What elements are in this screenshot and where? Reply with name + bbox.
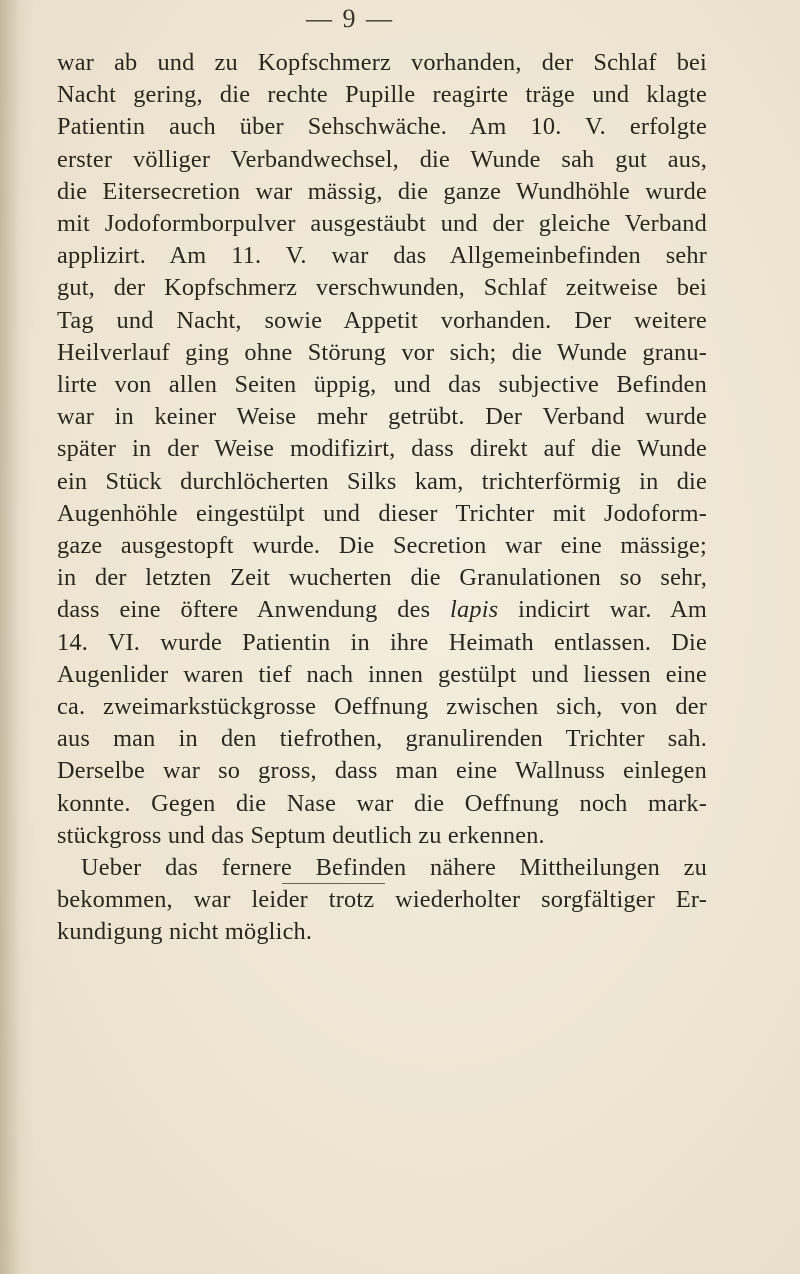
text-line: Nacht gering, die rechte Pupille reagirte träge und klagte — [57, 81, 707, 109]
text-line: aus man in den tiefrothen, granulirenden Trichter sah. — [57, 725, 707, 753]
text-line: war in keiner Weise mehr getrübt. Der Verband wurde — [57, 403, 707, 431]
text-line: applizirt. Am 11. V. war das Allgemeinbefinden sehr — [57, 242, 707, 270]
text-line: die Eitersecretion war mässig, die ganze Wundhöhle wurde — [57, 177, 707, 205]
text-line: in der letzten Zeit wucherten die Granulationen so sehr, — [57, 564, 707, 592]
text-line: Heilverlauf ging ohne Störung vor sich; die Wunde granu- — [57, 338, 707, 366]
lapis-italic-word: lapis — [450, 596, 499, 624]
binding-gutter-shadow — [0, 0, 34, 1274]
text-line: Augenhöhle eingestülpt und dieser Trichter mit Jodoform- — [57, 499, 707, 527]
text-line: lirte von allen Seiten üppig, und das subjective Befinden — [57, 371, 707, 399]
text-line: Ueber das fernere Befinden nähere Mittheilungen zu — [81, 854, 707, 882]
text-line: gut, der Kopfschmerz verschwunden, Schlaf zeitweise bei — [57, 274, 707, 302]
text-line: gaze ausgestopft wurde. Die Secretion war eine mässige; — [57, 532, 707, 560]
text-line-lapis — [57, 594, 707, 626]
text-line: Tag und Nacht, sowie Appetit vorhanden. Der weitere — [57, 306, 707, 334]
text-line: später in der Weise modifizirt, dass direkt auf die Wunde — [57, 435, 707, 463]
text-line: kundigung nicht möglich. — [57, 918, 313, 946]
page-number: — 9 — — [306, 4, 394, 33]
text-line: ein Stück durchlöcherten Silks kam, trichterförmig in die — [57, 467, 707, 495]
text-line: stückgross und das Septum deutlich zu erkennen. — [57, 821, 545, 849]
text-line: erster völliger Verbandwechsel, die Wunde sah gut aus, — [57, 145, 707, 173]
text-line: bekommen, war leider trotz wiederholter sorgfältiger Er- — [57, 886, 707, 914]
lapis-line-before: dass eine öftere Anwendung des — [57, 596, 451, 624]
text-line: war ab und zu Kopfschmerz vorhanden, der Schlaf bei — [57, 49, 707, 76]
text-line: Derselbe war so gross, dass man eine Wallnuss einlegen — [57, 757, 707, 785]
text-line: ca. zweimarkstückgrosse Oeffnung zwischen sich, von der — [57, 693, 707, 721]
text-line: Patientin auch über Sehschwäche. Am 10. V. erfolgte — [57, 113, 707, 141]
text-line: 14. VI. wurde Patientin in ihre Heimath entlassen. Die — [57, 628, 707, 656]
section-end-rule — [282, 883, 385, 884]
text-line: mit Jodoformborpulver ausgestäubt und der gleiche Verband — [57, 210, 707, 238]
lapis-line-after: indicirt war. Am — [498, 596, 707, 624]
text-line: konnte. Gegen die Nase war die Oeffnung noch mark- — [57, 789, 707, 817]
body-text — [57, 47, 707, 949]
text-line: Augenlider waren tief nach innen gestülpt und liessen eine — [57, 660, 707, 688]
